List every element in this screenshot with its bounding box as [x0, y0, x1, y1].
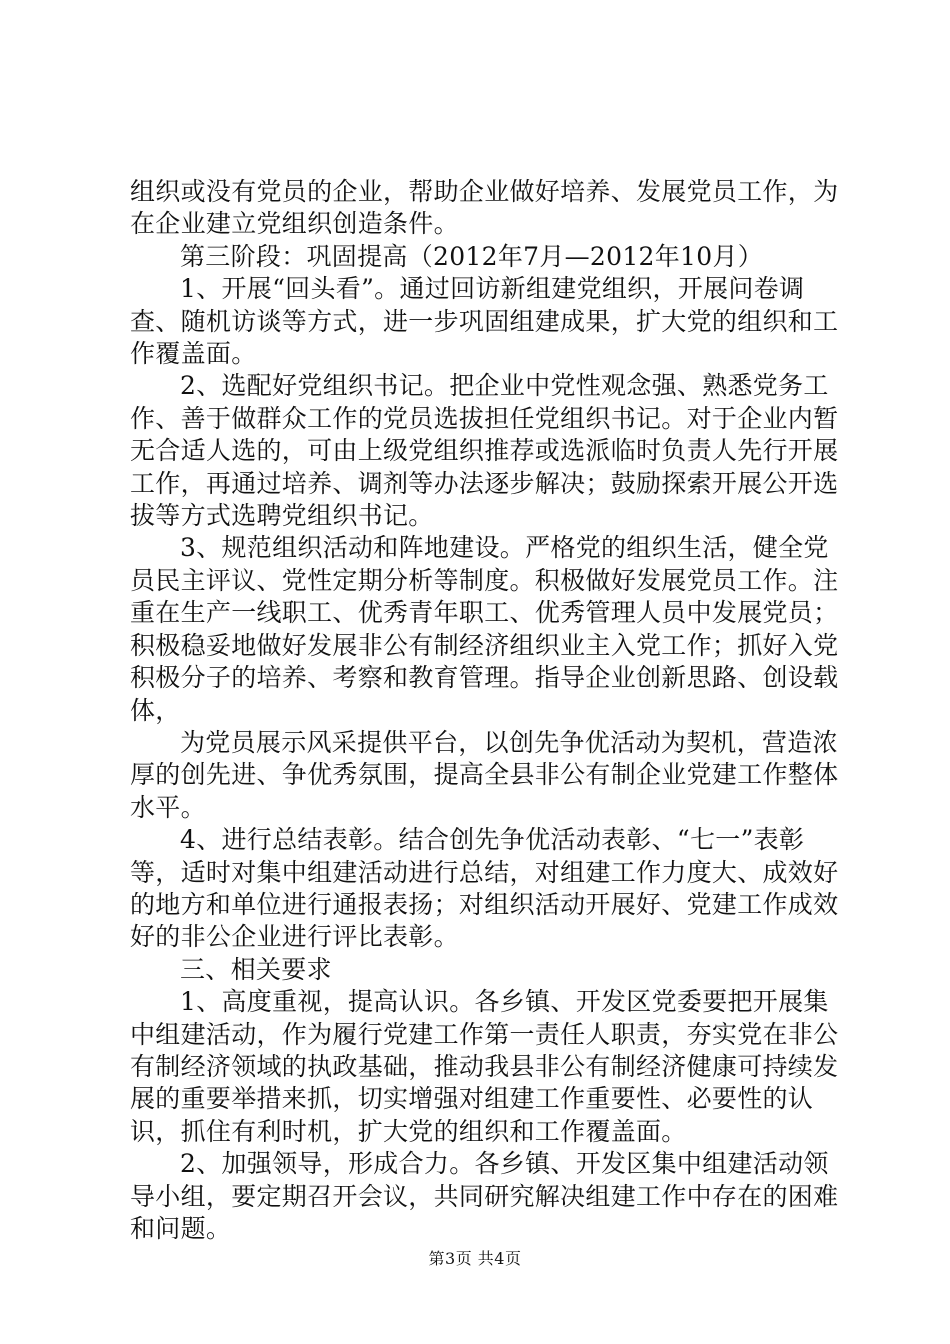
- paragraph-3: 1、开展“回头看”。通过回访新组建党组织，开展问卷调查、随机访谈等方式，进一步巩固组建成果，扩大党的组织和工作覆盖面。: [130, 274, 839, 369]
- page-footer: 第3页 共4页: [428, 1249, 522, 1268]
- paragraph-5: 3、规范组织活动和阵地建设。严格党的组织生活，健全党员民主评议、党性定期分析等制度。积极做好发展党员工作。注重在生产一线职工、优秀青年职工、优秀管理人员中发展党员；积极稳妥地做好发展非公有制经济组织业主入党工作；抓好入党积极分子的培养、考察和教育管理。指导企业创新思路、创设载体，: [130, 533, 839, 725]
- section-heading-requirements: 三、相关要求: [180, 954, 332, 984]
- paragraph-7: 4、进行总结表彰。结合创先争优活动表彰、“七一”表彰等，适时对集中组建活动进行总结，对组建工作力度大、成效好的地方和单位进行通报表扬；对组织活动开展好、党建工作成效好的非公企业进行评比表彰。: [130, 825, 839, 952]
- paragraph-10: 2、加强领导，形成合力。各乡镇、开发区集中组建活动领导小组，要定期召开会议，共同研究解决组建工作中存在的困难和问题。: [130, 1149, 839, 1243]
- paragraph-4: 2、选配好党组织书记。把企业中党性观念强、熟悉党务工作、善于做群众工作的党员选拔担任党组织书记。对于企业内暂无合适人选的，可由上级党组织推荐或选派临时负责人先行开展工作，再通过培养、调剂等办法逐步解决；鼓励探索开展公开选拔等方式选聘党组织书记。: [130, 371, 839, 531]
- paragraph-9: 1、高度重视，提高认识。各乡镇、开发区党委要把开展集中组建活动，作为履行党建工作第一责任人职责，夯实党在非公有制经济领域的执政基础，推动我县非公有制经济健康可持续发展的重要举措来抓，切实增强对组建工作重要性、必要性的认识，抓住有利时机，扩大党的组织和工作覆盖面。: [130, 987, 839, 1146]
- section-heading-stage-three: 第三阶段：巩固提高（2012年7月—2012年10月）: [180, 241, 764, 271]
- paragraph-6: 为党员展示风采提供平台，以创先争优活动为契机，营造浓厚的创先进、争优秀氛围，提高全县非公有制企业党建工作整体水平。: [130, 727, 839, 822]
- paragraph-1: 组织或没有党员的企业，帮助企业做好培养、发展党员工作，为在企业建立党组织创造条件。: [130, 177, 839, 239]
- document-body: [130, 176, 852, 1245]
